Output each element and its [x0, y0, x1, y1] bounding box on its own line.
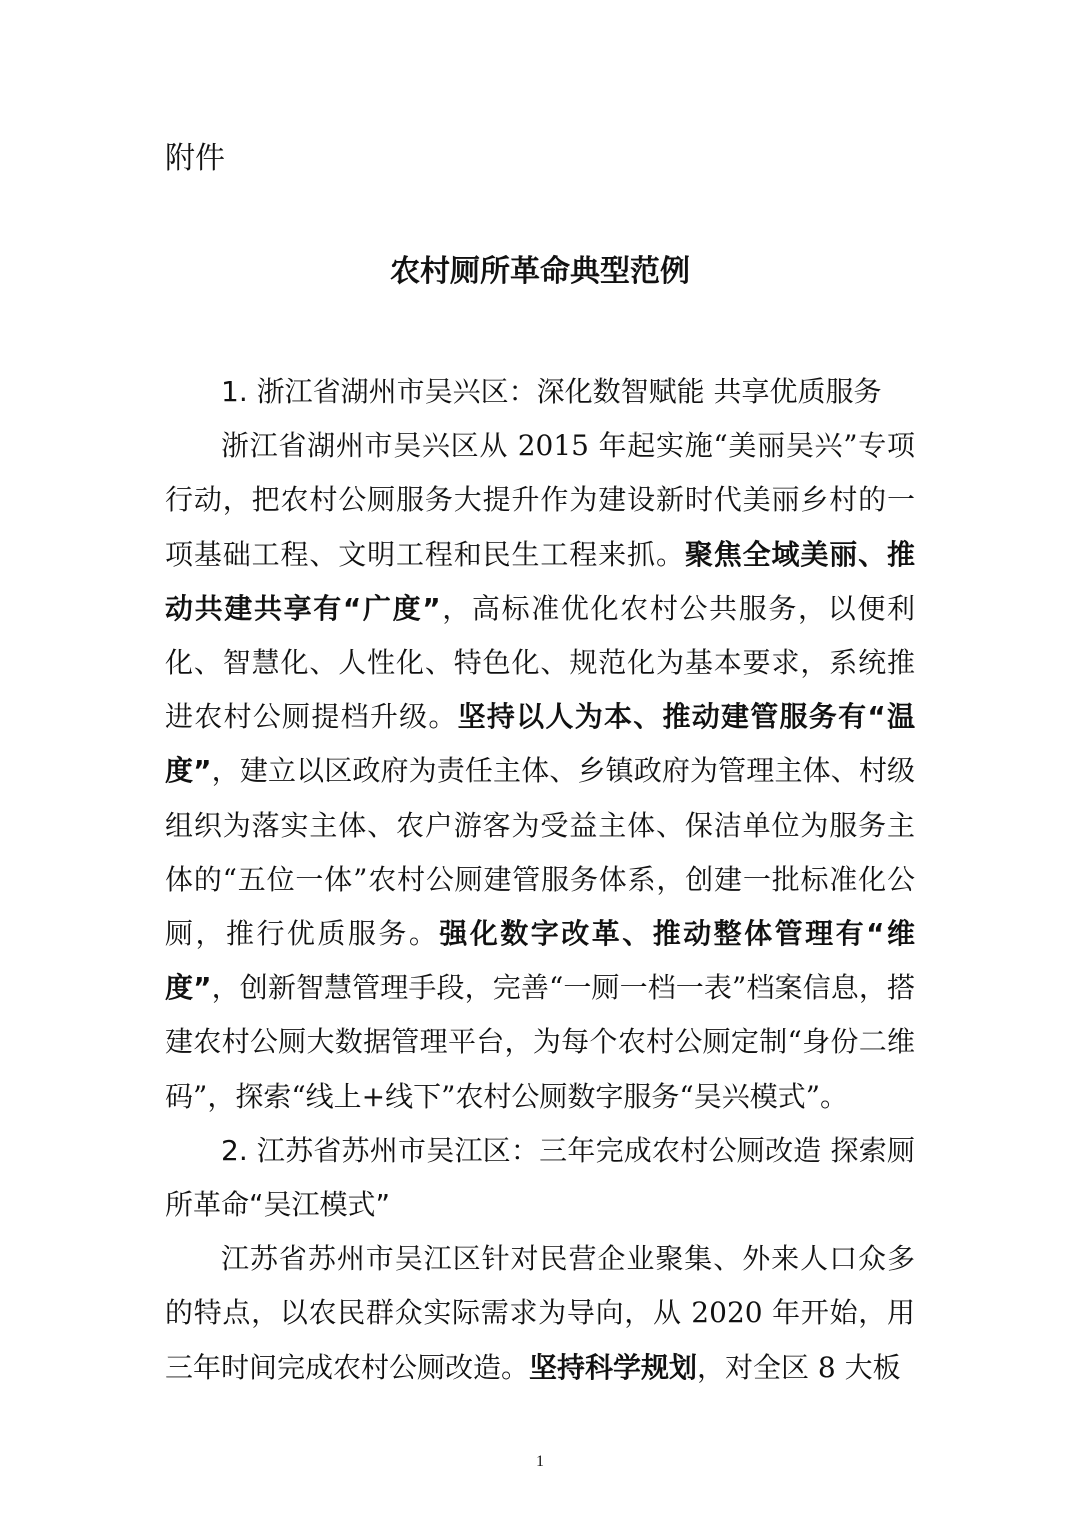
paragraph-text: ，对全区 8 大板 [697, 1350, 901, 1384]
paragraph-emphasis: 强化数字改革、推动整体管理有“维度” [165, 917, 915, 1005]
paragraph-emphasis: 坚持科学规划 [529, 1350, 698, 1384]
section-paragraph-2 [165, 1232, 915, 1395]
page-number: 1 [536, 1453, 544, 1470]
document-title: 农村厕所革命典型范例 [390, 254, 690, 289]
paragraph-text: ，建立以区政府为责任主体、乡镇政府为管理主体、村级组织为落实主体、农户游客为受益主体、保洁单位为服务主体的“五位一体”农村公厕建管服务体系，创建一批标准化公厕，推行优质服务。 [165, 754, 915, 951]
paragraph-text: 浙江省湖州市吴兴区从 2015 年起实施“美丽吴兴”专项行动，把农村公厕服务大提升作为建设新时代美丽乡村的一项基础工程、文明工程和民生工程来抓。 [165, 429, 915, 571]
paragraph-text: ，高标准优化农村公共服务，以便利化、智慧化、人性化、特色化、规范化为基本要求，系统推进农村公厕提档升级。 [165, 591, 915, 734]
paragraph-text: ，创新智慧管理手段，完善“一厕一档一表”档案信息，搭建农村公厕大数据管理平台，为每个农村公厕定制“身份二维码”，探索“线上+线下”农村公厕数字服务“吴兴模式”。 [165, 971, 915, 1113]
document-body [165, 365, 915, 1395]
section-paragraph-1 [165, 419, 915, 1124]
section-heading-1: 1. 浙江省湖州市吴兴区：深化数智赋能 共享优质服务 [221, 375, 882, 408]
attachment-label: 附件 [165, 141, 225, 176]
paragraph-text: 江苏省苏州市吴江区针对民营企业聚集、外来人口众多的特点，以农民群众实际需求为导向，从 2020 年开始，用三年时间完成农村公厕改造。 [165, 1242, 915, 1384]
paragraph-emphasis: 聚焦全域美丽、推动共建共享有“广度” [165, 537, 915, 625]
paragraph-emphasis: 坚持以人为本、推动建管服务有“温度” [165, 700, 915, 788]
section-heading-2: 2. 江苏省苏州市吴江区：三年完成农村公厕改造 探索厕所革命“吴江模式” [165, 1133, 915, 1222]
